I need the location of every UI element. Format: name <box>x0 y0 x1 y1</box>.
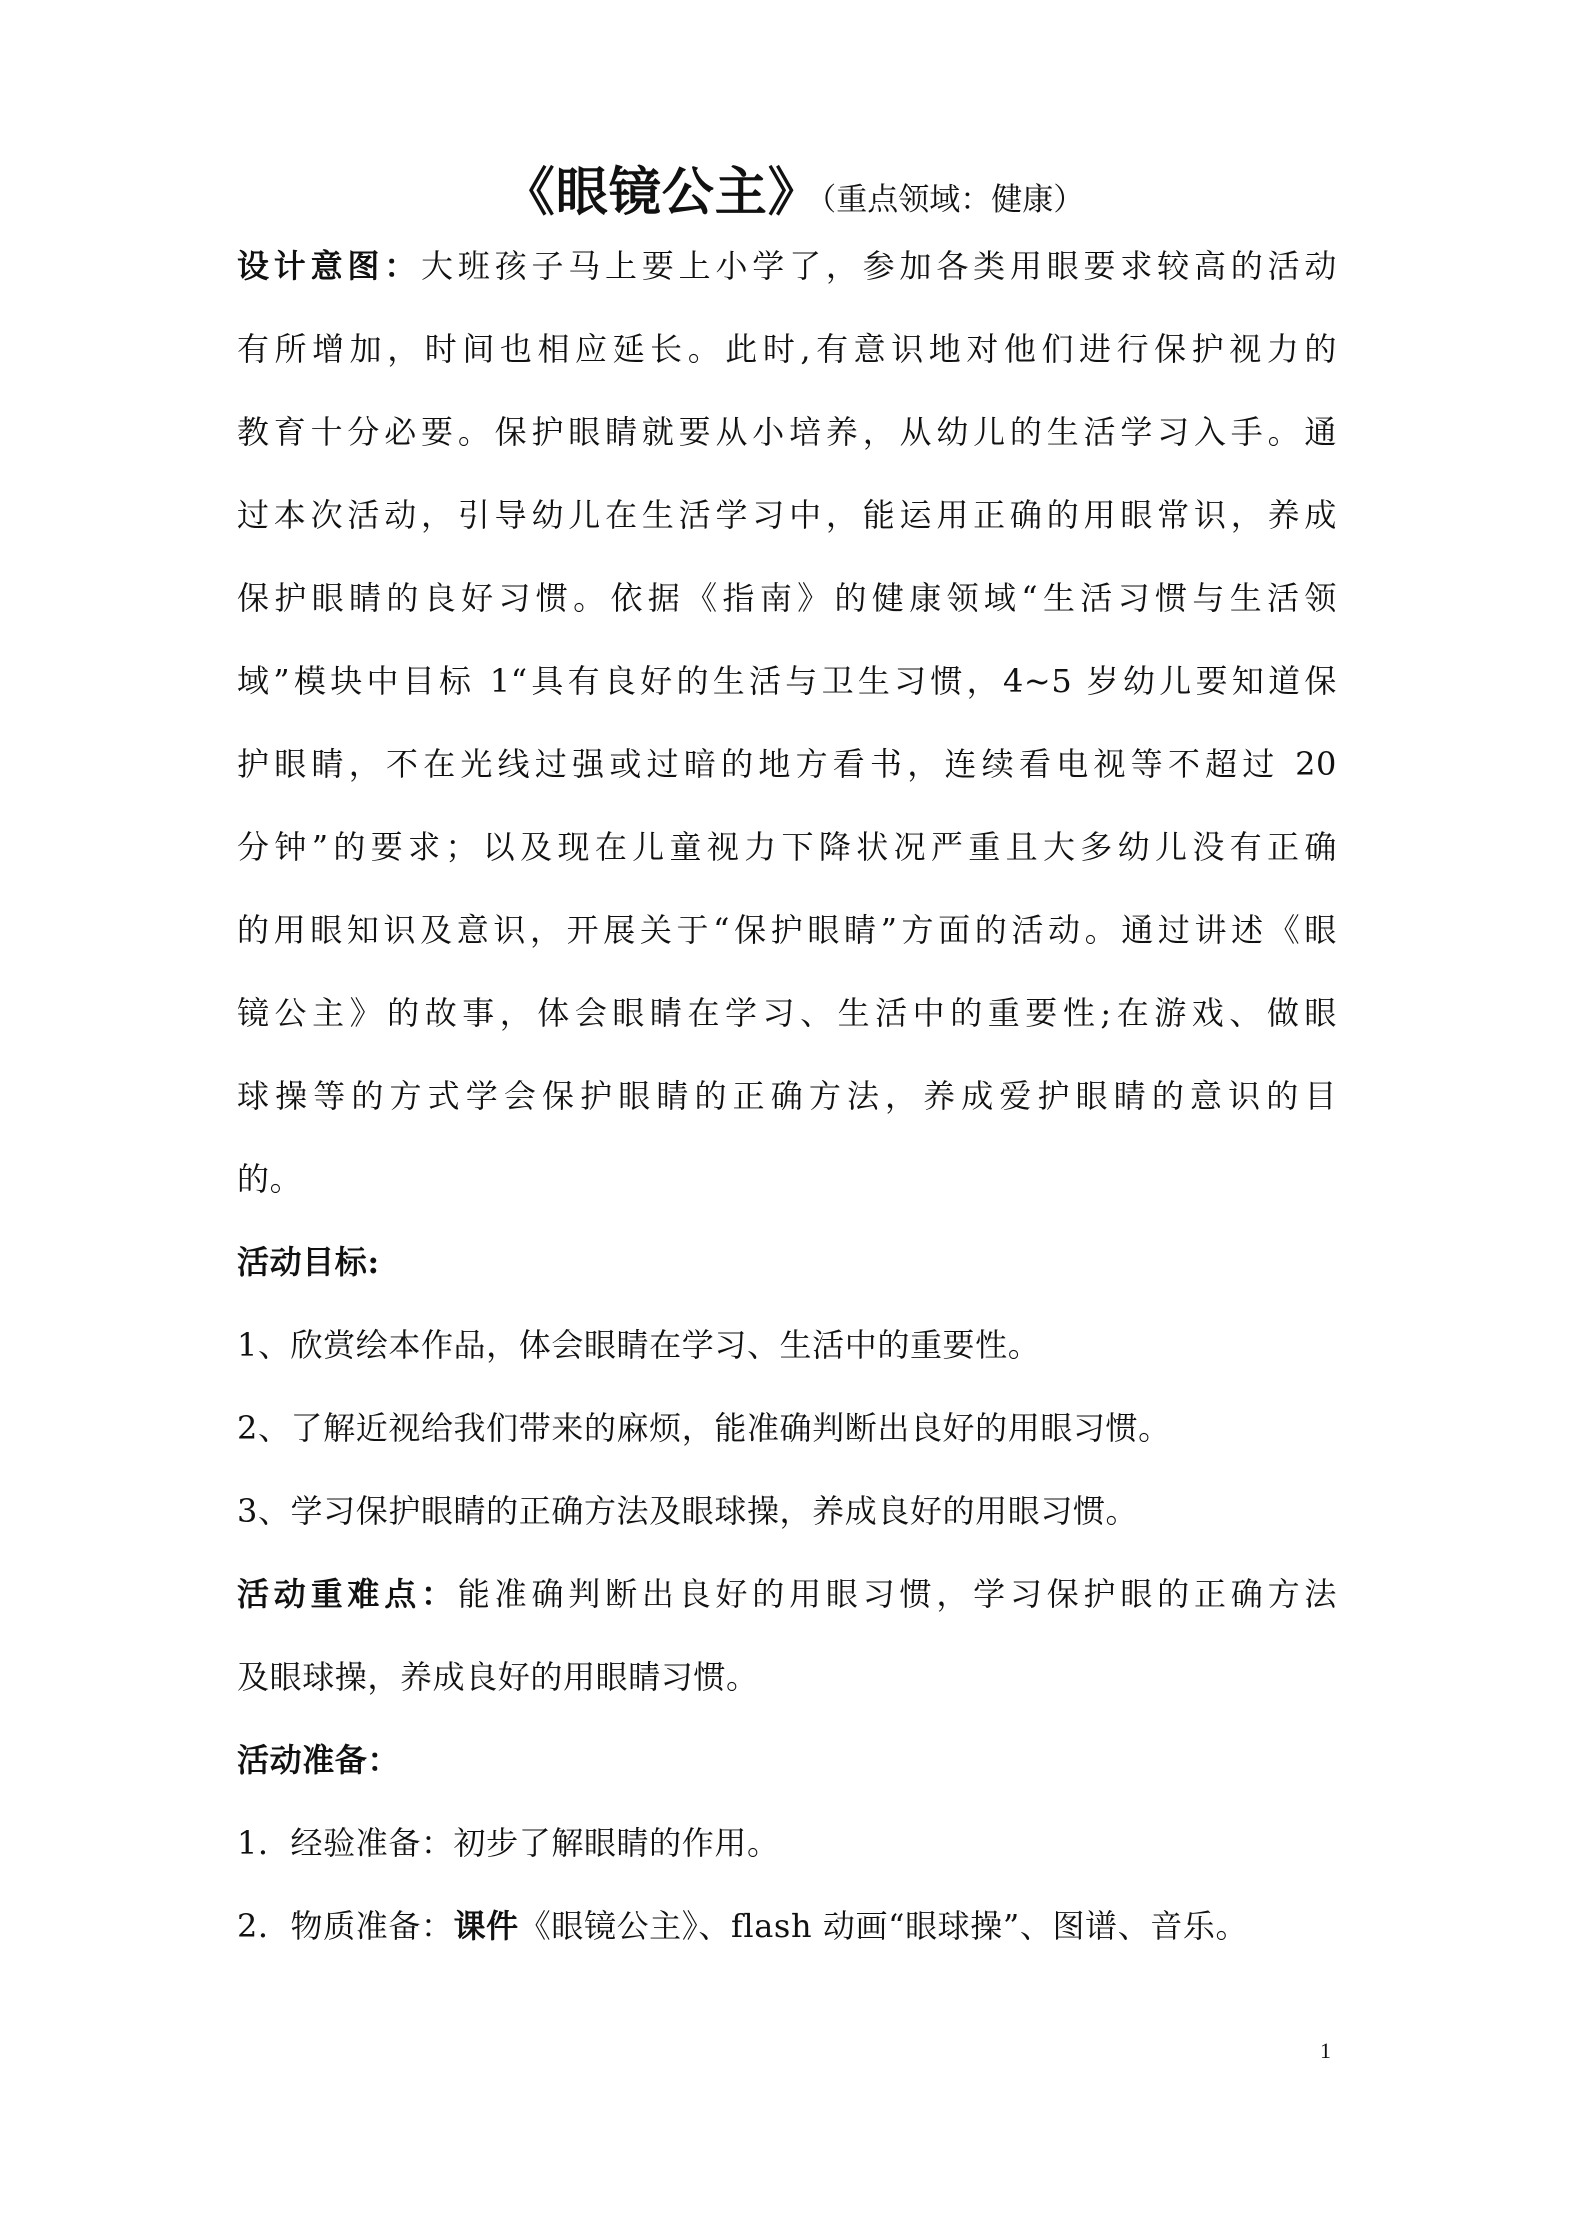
title-main: 《眼镜公主》 <box>502 162 821 223</box>
design-intent-line-2: 有所增加，时间也相应延长。此时,有意识地对他们进行保护视力的 <box>237 330 1337 368</box>
design-intent-line-11: 球操等的方式学会保护眼睛的正确方法，养成爱护眼睛的意识的目 <box>237 1077 1337 1115</box>
design-intent-line-1 <box>237 246 1337 286</box>
goal-item-2: 2、了解近视给我们带来的麻烦，能准确判断出良好的用眼习惯。 <box>237 1409 1171 1447</box>
preparation-item-2-prefix: 2．物质准备： <box>237 1907 454 1945</box>
preparation-item-2 <box>237 1906 1337 1946</box>
design-intent-line-8: 分钟”的要求；以及现在儿童视力下降状况严重且大多幼儿没有正确 <box>237 828 1337 866</box>
key-points-line-2: 及眼球操，养成良好的用眼睛习惯。 <box>237 1658 759 1696</box>
design-intent-label: 设计意图： <box>237 247 422 285</box>
preparation-item-2-bold: 课件 <box>453 1907 519 1945</box>
title-domain: （重点领域：健康） <box>820 182 1085 218</box>
goal-item-3: 3、学习保护眼睛的正确方法及眼球操，养成良好的用眼习惯。 <box>237 1492 1139 1530</box>
design-intent-line-12: 的。 <box>237 1160 303 1198</box>
design-intent-line-6: 域”模块中目标 1“具有良好的生活与卫生习惯，4~5 岁幼儿要知道保 <box>237 662 1337 700</box>
goal-item-1: 1、欣赏绘本作品，体会眼睛在学习、生活中的重要性。 <box>237 1326 1041 1364</box>
preparation-item-2-rest: 《眼镜公主》、flash 动画“眼球操”、图谱、音乐。 <box>518 1907 1249 1945</box>
page-number: 1 <box>1320 2038 1331 2063</box>
design-intent-line-10: 镜公主》的故事，体会眼睛在学习、生活中的重要性;在游戏、做眼 <box>237 994 1337 1032</box>
preparation-heading: 活动准备： <box>237 1741 401 1779</box>
paragraph-text: 能准确判断出良好的用眼习惯，学习保护眼的正确方法 <box>457 1575 1337 1613</box>
key-points-label: 活动重难点： <box>237 1575 458 1613</box>
document-title <box>0 150 1587 225</box>
goals-heading: 活动目标: <box>237 1243 380 1281</box>
key-points-line-1 <box>237 1574 1337 1614</box>
design-intent-line-4: 过本次活动，引导幼儿在生活学习中，能运用正确的用眼常识，养成 <box>237 496 1337 534</box>
design-intent-line-3: 教育十分必要。保护眼睛就要从小培养，从幼儿的生活学习入手。通 <box>237 413 1337 451</box>
paragraph-text: 大班孩子马上要上小学了，参加各类用眼要求较高的活动 <box>421 247 1337 285</box>
design-intent-line-7: 护眼睛，不在光线过强或过暗的地方看书，连续看电视等不超过 20 <box>237 745 1337 783</box>
design-intent-line-9: 的用眼知识及意识，开展关于“保护眼睛”方面的活动。通过讲述《眼 <box>237 911 1337 949</box>
preparation-item-1: 1．经验准备：初步了解眼睛的作用。 <box>237 1824 780 1862</box>
design-intent-line-5: 保护眼睛的良好习惯。依据《指南》的健康领域“生活习惯与生活领 <box>237 579 1337 617</box>
